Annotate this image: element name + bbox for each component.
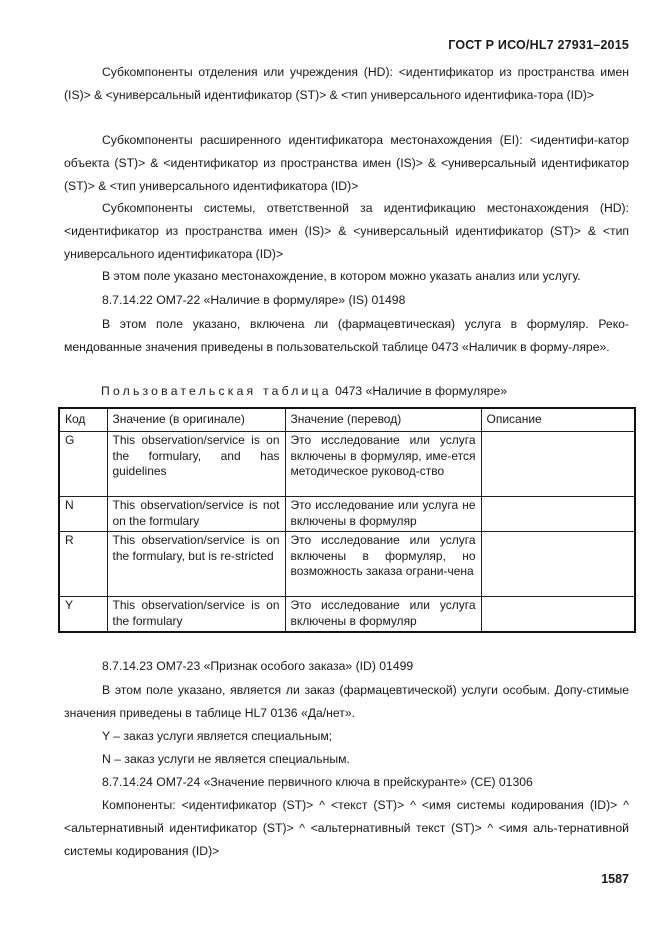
list-item: Y – заказ услуги является специальным; — [102, 729, 333, 743]
table-caption: Пользовательская таблица 0473 «Наличие в формуляре» — [101, 384, 508, 398]
column-header: Код — [59, 408, 107, 432]
section-heading: 8.7.14.24 OM7-24 «Значение первичного ключа в прейскуранте» (CE) 01306 — [102, 775, 533, 789]
translation-cell: Это исследование или услуга включены в формуляр, име-ется методическое руковод-ство — [285, 432, 481, 497]
description-cell — [481, 432, 635, 497]
paragraph: Субкомпоненты отделения или учреждения (HD): <идентификатор из пространства имен (IS)> & <универсальный идентификатор (ST)> & <тип универсального идентифика-тора (ID)> — [64, 65, 629, 102]
table-header-row — [59, 408, 635, 432]
paragraph: Субкомпоненты расширенного идентификатора местонахождения (EI): <идентифи-катор объекта (ST)> & <идентификатор из пространства имен (IS)> & <универсальный идентификатор (ST)> & <тип универсального идентификатора (ID)> — [64, 133, 629, 193]
paragraph: В этом поле указано местонахождение, в котором можно указать анализ или услугу. — [102, 269, 581, 283]
original-cell: This observation/service is on the formulary — [107, 597, 285, 632]
section-heading: 8.7.14.23 OM7-23 «Признак особого заказа» (ID) 01499 — [102, 659, 414, 673]
translation-cell: Это исследование или услуга не включены в формуляр — [285, 497, 481, 532]
description-cell — [481, 597, 635, 632]
paragraph: В этом поле указано, включена ли (фармацевтическая) услуга в формуляр. Реко-мендованные значения приведены в пользовательской таблице 0473 «Наличик в форму-ляре». — [64, 317, 629, 354]
original-cell: This observation/service is on the formulary, but is re-stricted — [107, 532, 285, 597]
paragraph: В этом поле указано, является ли заказ (фармацевтической) услуги особым. Допу-стимые значения приведены в таблице HL7 0136 «Да/нет». — [64, 683, 629, 720]
translation-cell: Это исследование или услуга включены в формуляр — [285, 597, 481, 632]
column-header: Значение (в оригинале) — [107, 408, 285, 432]
paragraph: Компоненты: <идентификатор (ST)> ^ <текст (ST)> ^ <имя системы кодирования (ID)> ^ <альтернативный идентификатор (ST)> ^ <альтернативный текст (ST)> ^ <имя аль-тернативной системы кодирования (ID)> — [64, 798, 629, 858]
document-header: ГОСТ Р ИСО/HL7 27931–2015 — [448, 38, 629, 52]
column-header: Описание — [481, 408, 635, 432]
list-item: N – заказ услуги не является специальным. — [102, 752, 350, 766]
section-heading: 8.7.14.22 OM7-22 «Наличие в формуляре» (IS) 01498 — [102, 293, 406, 307]
page-number: 1587 — [601, 872, 629, 886]
column-header: Значение (перевод) — [285, 408, 481, 432]
formulary-table — [58, 407, 636, 633]
table-row — [59, 497, 635, 532]
description-cell — [481, 532, 635, 597]
code-cell: G — [59, 432, 107, 497]
description-cell — [481, 497, 635, 532]
table-row — [59, 532, 635, 597]
code-cell: Y — [59, 597, 107, 632]
table-row — [59, 597, 635, 632]
code-cell: N — [59, 497, 107, 532]
translation-cell: Это исследование или услуга включены в формуляр, но возможность заказа ограни-чена — [285, 532, 481, 597]
paragraph: Субкомпоненты системы, ответственной за идентификацию местонахождения (HD): <идентификатор из пространства имен (IS)> & <универсальный идентификатор (ST)> & <тип универсального идентификатора (ID)> — [64, 201, 629, 261]
code-cell: R — [59, 532, 107, 597]
original-cell: This observation/service is not on the formulary — [107, 497, 285, 532]
table-row — [59, 432, 635, 497]
original-cell: This observation/service is on the formulary, and has guidelines — [107, 432, 285, 497]
